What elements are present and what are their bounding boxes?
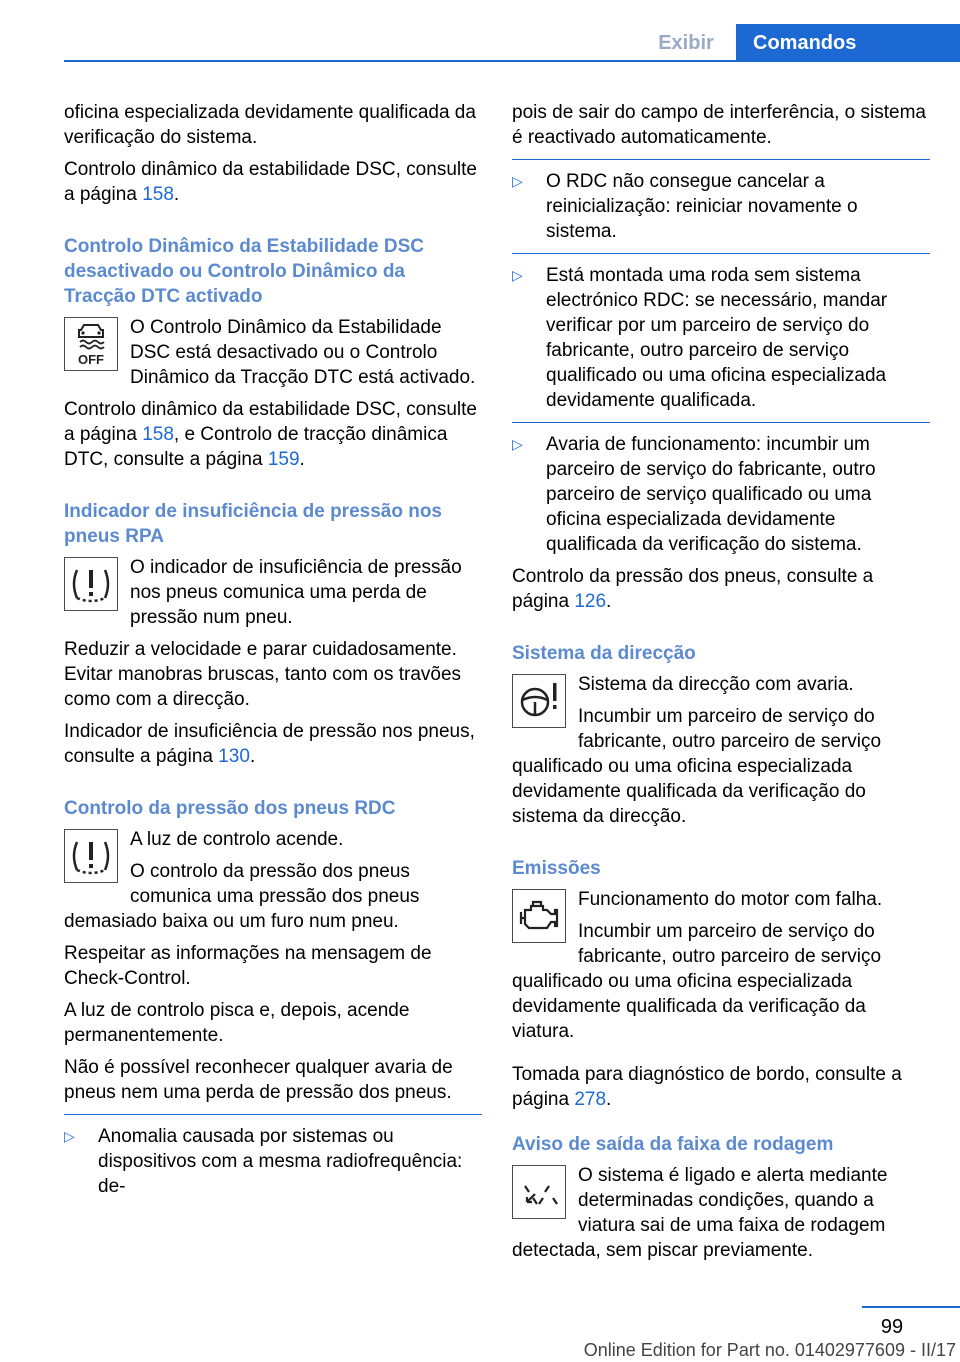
page-link[interactable]: 158 — [142, 184, 174, 205]
paragraph: Incumbir um parceiro de serviço do fabricante, outro parceiro de serviço qualificado ou uma oficina especializada devidamente qualificada da verificação da viatura. — [512, 921, 882, 1042]
paragraph: Incumbir um parceiro de serviço do fabricante, outro parceiro de serviço qualificado ou uma oficina especializada devidamente qualificada da verificação do sistema da direcção. — [512, 706, 882, 827]
tire-pressure-warning-icon — [64, 557, 118, 611]
page-link[interactable]: 159 — [267, 449, 300, 470]
list-item: ▷ Está montada uma roda sem sistema electrónico RDC: se necessário, mandar verificar por um parceiro de serviço do fabricante, outro parceiro de serviço qualificado ou uma oficina especializada devidamente qualificada. — [512, 265, 888, 411]
edition-footer: Online Edition for Part no. 01402977609 - II/17 — [583, 1340, 956, 1360]
tab-exibir[interactable]: Exibir — [658, 32, 714, 54]
paragraph: Respeitar as informações na mensagem de Check-Control. — [64, 943, 432, 989]
bullet-triangle-icon: ▷ — [512, 173, 523, 189]
page-link[interactable]: 130 — [218, 746, 250, 767]
paragraph: Controlo dinâmico da estabilidade DSC, consulte a página 158, e Controlo de tracção dinâmica DTC, consulte a página 159. — [64, 399, 477, 470]
engine-check-icon — [512, 889, 566, 943]
paragraph: Sistema da direcção com avaria. — [578, 674, 854, 695]
page-link[interactable]: 278 — [574, 1089, 607, 1110]
paragraph: O controlo da pressão dos pneus comunica uma pressão dos pneus demasiado baixa ou um furo num pneu. — [64, 861, 420, 932]
bullet-triangle-icon: ▷ — [512, 436, 523, 452]
list-divider — [512, 253, 930, 254]
paragraph: Controlo dinâmico da estabilidade DSC, consulte a página 158. — [64, 159, 477, 205]
list-item-continuation: pois de sair do campo de interferência, o sistema é reactivado automaticamente. — [512, 102, 926, 148]
footer-rule — [862, 1306, 960, 1308]
list-divider — [512, 422, 930, 423]
paragraph: oficina especializada devidamente qualificada da verificação do sistema. — [64, 102, 476, 148]
section-title-emissions: Emissões — [512, 858, 601, 879]
paragraph: Reduzir a velocidade e parar cuidadosamente. Evitar manobras bruscas, tanto com os travões como com a direcção. — [64, 639, 462, 710]
tab-comandos[interactable]: Comandos — [736, 24, 960, 62]
page-number: 99 — [880, 1316, 904, 1338]
paragraph: A luz de controlo pisca e, depois, acende permanentemente. — [64, 1000, 410, 1046]
list-divider — [64, 1114, 482, 1115]
paragraph: Funcionamento do motor com falha. — [578, 889, 883, 910]
left-column — [64, 100, 482, 1199]
list-divider — [512, 159, 930, 160]
right-column — [512, 100, 930, 1270]
dsc-off-icon — [64, 317, 118, 371]
paragraph: O indicador de insuficiência de pressão nos pneus comunica uma perda de pressão num pneu. — [130, 557, 462, 628]
section-title-rdc: Controlo da pressão dos pneus RDC — [64, 798, 396, 819]
list-item: ▷ O RDC não consegue cancelar a reinicialização: reiniciar novamente o sistema. — [512, 171, 858, 242]
page-link[interactable]: 126 — [574, 591, 607, 612]
paragraph: Indicador de insuficiência de pressão nos pneus, consulte a página 130. — [64, 721, 475, 767]
bullet-triangle-icon: ▷ — [512, 267, 523, 283]
paragraph: O Controlo Dinâmico da Estabilidade DSC está desactivado ou o Controlo Dinâmico da Tracção DTC está activado. — [130, 317, 476, 388]
svg-text:OFF: OFF — [78, 352, 104, 367]
paragraph: A luz de controlo acende. — [130, 829, 344, 850]
paragraph: Não é possível reconhecer qualquer avaria de pneus nem uma perda de pressão dos pneus. — [64, 1057, 453, 1103]
list-item: ▷ Avaria de funcionamento: incumbir um parceiro de serviço do fabricante, outro parceiro de serviço qualificado ou uma oficina especializada devidamente qualificada da verificação do sistema. — [512, 434, 876, 555]
paragraph: O sistema é ligado e alerta mediante determinadas condições, quando a viatura sai de uma faixa de rodagem detectada, sem piscar previamente. — [512, 1165, 888, 1261]
section-title-rpa: Indicador de insuficiência de pressão nos pneus RPA — [64, 501, 442, 547]
steering-warning-icon — [512, 674, 566, 728]
section-title-steering: Sistema da direcção — [512, 643, 696, 664]
lane-departure-icon — [512, 1165, 566, 1219]
bullet-triangle-icon: ▷ — [64, 1128, 75, 1144]
paragraph: Controlo da pressão dos pneus, consulte a página 126. — [512, 566, 874, 612]
section-title-lane-departure: Aviso de saída da faixa de rodagem — [512, 1134, 834, 1155]
tire-pressure-warning-icon — [64, 829, 118, 883]
section-title-dsc: Controlo Dinâmico da Estabilidade DSC desactivado ou Controlo Dinâmico da Tracção DTC activado — [64, 236, 424, 307]
header-rule — [64, 60, 960, 62]
page-link[interactable]: 158 — [142, 424, 174, 445]
paragraph: Tomada para diagnóstico de bordo, consulte a página 278. — [512, 1064, 902, 1110]
list-item: ▷ Anomalia causada por sistemas ou dispositivos com a mesma radiofrequência: de- — [64, 1126, 463, 1197]
